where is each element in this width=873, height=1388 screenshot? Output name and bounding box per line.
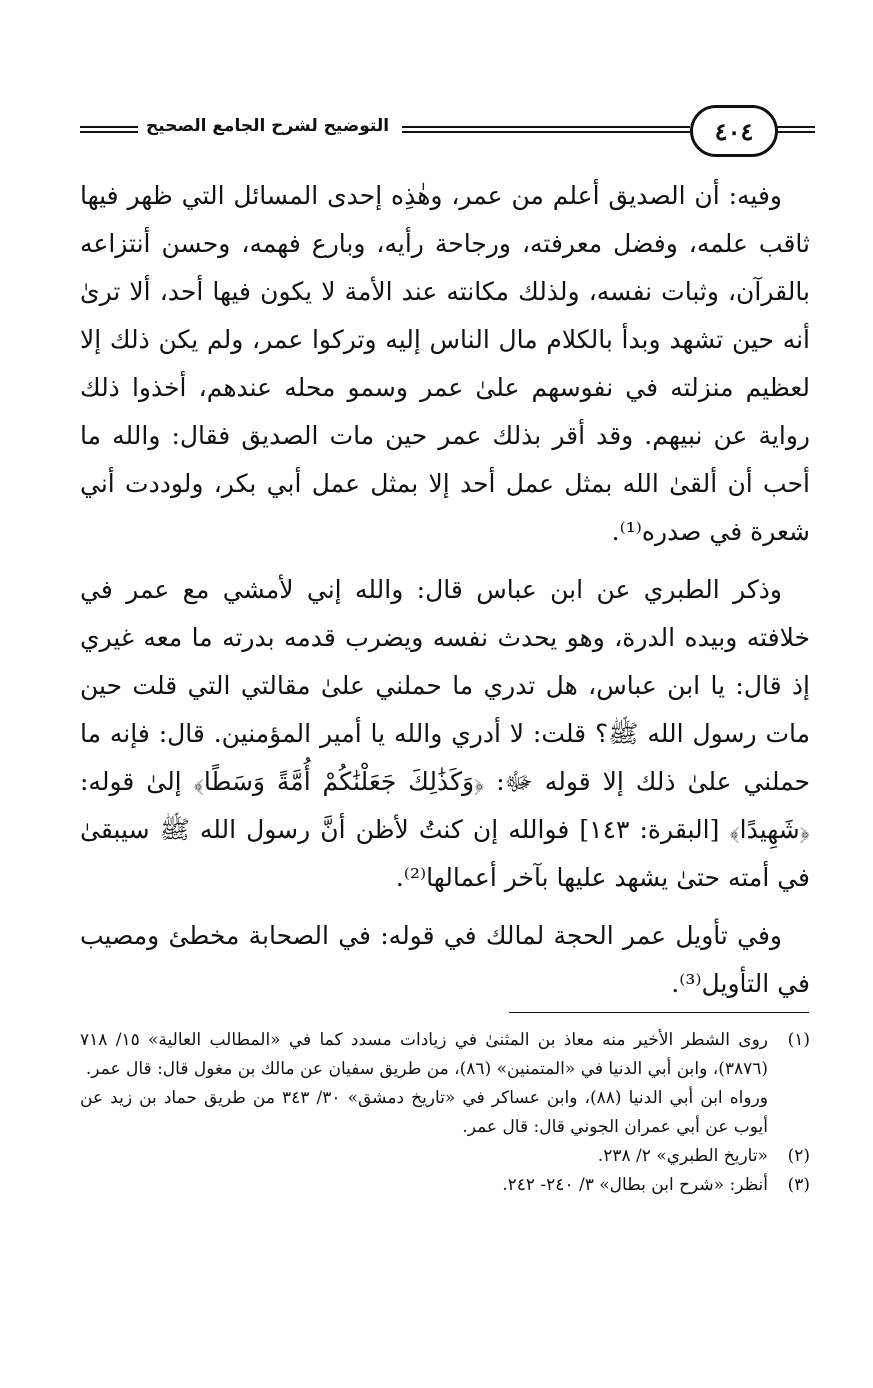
page-header [80,100,815,166]
footnote-number: (٣) [787,1175,810,1195]
paragraph-3: وفي تأويل عمر الحجة لمالك في قوله: في الصحابة مخطئ ومصيب في التأويل⁽³⁾. [80,921,810,998]
main-text [80,172,810,1018]
footnote-separator [509,1012,809,1013]
footnotes [80,1026,810,1200]
page-number: ٤٠٤ [714,116,754,146]
header-rule-right [402,126,690,133]
footnote-text: ورواه ابن أبي الدنيا (٨٨)، وابن عساكر في «تاريخ دمشق» ٣٠/ ٣٤٣ من طريق حماد بن زيد عن أيوب عن أبي عمران الجوني قال: قال عمر. [80,1088,768,1137]
running-title: التوضيح لشرح الجامع الصحيح [146,116,390,136]
header-rule-left [80,126,138,133]
footnote-3 [80,1171,810,1200]
header-rule-tail [776,126,815,133]
footnote-number: (١) [787,1030,810,1050]
paragraph-2: وذكر الطبري عن ابن عباس قال: والله إني لأمشي مع عمر في خلافته وبيده الدرة، وهو يحدث نفسه ويضرب قدمه بدرته ما معه غيري إذ قال: يا ابن عباس، هل تدري ما حملني علىٰ مقالتي التي قلت حين مات رسول الله ﷺ؟ قلت: لا أدري والله يا أمير المؤمنين. قال: فإنه ما حملني علىٰ ذلك إلا قوله ﷻ: ﴿وَكَذَٰلِكَ جَعَلْنَٰكُمْ أُمَّةً وَسَطًا﴾ إلىٰ قوله: ﴿شَهِيدًا﴾ [البقرة: ١٤٣] فوالله إن كنتُ لأظن أنَّ رسول الله ﷺ سيبقىٰ في أمته حتىٰ يشهد عليها بآخر أعمالها⁽²⁾. [80,575,811,892]
page-number-badge [690,105,778,157]
footnote-text: روى الشطر الأخير منه معاذ بن المثنىٰ في زيادات مسدد كما في «المطالب العالية» ١٥/ ٧١٨ (٣٨٧٦)، وابن أبي الدنيا في «المتمنين» (٨٦)، من طريق سفيان عن مالك بن مغول قال: قال عمر. [80,1030,768,1079]
footnote-text: «تاريخ الطبري» ٢/ ٢٣٨. [597,1146,768,1166]
footnote-text: أنظر: «شرح ابن بطال» ٣/ ٢٤٠- ٢٤٢. [502,1175,768,1195]
footnote-1 [80,1026,810,1142]
footnote-2 [80,1142,810,1171]
paragraph-1: وفيه: أن الصديق أعلم من عمر، وهٰذِه إحدى المسائل التي ظهر فيها ثاقب علمه، وفضل معرفته، ورجاحة رأيه، وبارع فهمه، وحسن أنتزاعه بالقرآن، وثبات نفسه، ولذلك مكانته عند الأمة لا يكون فيها أحد، ألا ترىٰ أنه حين تشهد وبدأ بالكلام مال الناس إليه وتركوا عمر، ولم يكن ذلك إلا لعظيم منزلته في نفوسهم علىٰ عمر وسمو محله عندهم، أخذوا ذلك رواية عن نبيهم. وقد أقر بذلك عمر حين مات الصديق فقال: والله ما أحب أن ألقىٰ الله بمثل عمل أحد إلا بمثل عمل أبي بكر، ولوددت أني شعرة في صدره⁽¹⁾. [80,181,810,546]
footnote-number: (٢) [787,1146,810,1166]
